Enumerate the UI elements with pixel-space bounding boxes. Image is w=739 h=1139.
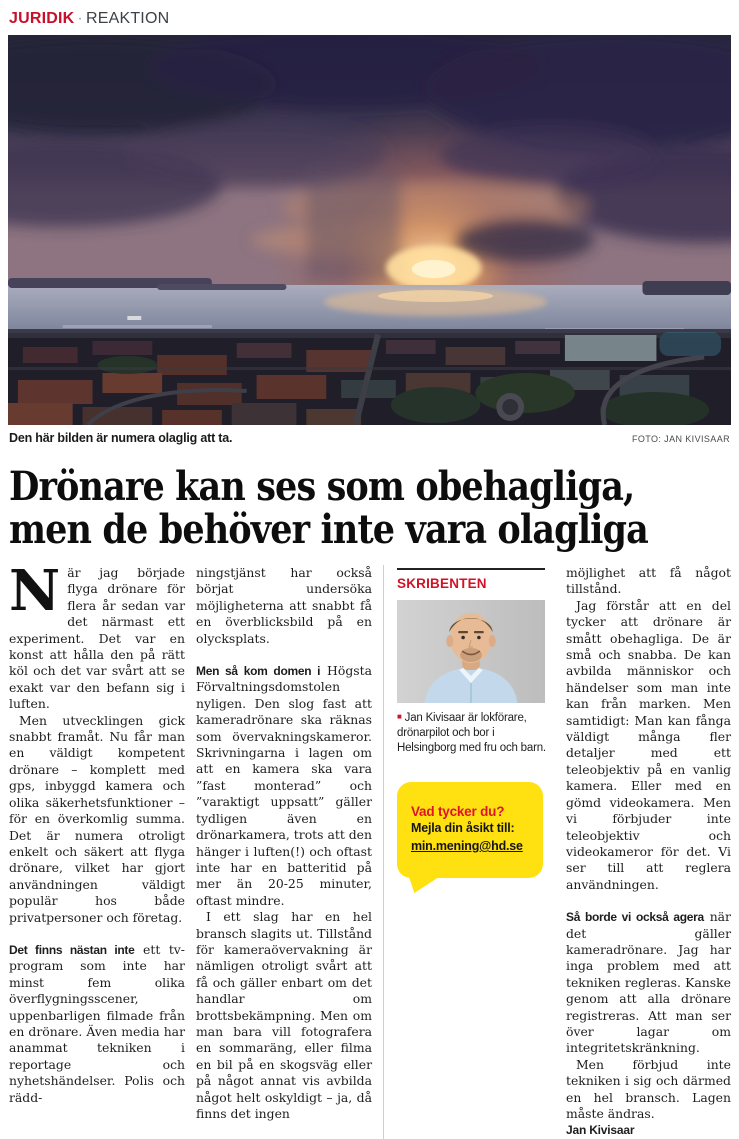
author-signature: Jan Kivisaar (566, 1123, 635, 1138)
section-kicker (9, 10, 731, 28)
headline (9, 465, 731, 551)
hero-photo (8, 35, 731, 425)
author-portrait (397, 600, 545, 703)
headline-line-1: Drönare kan ses som obehagliga, (9, 463, 635, 510)
paragraph: ningstjänst har också börjat undersöka möjligheterna att snabbt få en överblicksbild på en olycksplats. (196, 565, 372, 646)
article-column-1 (9, 558, 185, 1139)
kicker-section-label: JURIDIK (9, 10, 75, 27)
hero-photo-art (8, 35, 731, 425)
kicker-topic-label: REAKTION (85, 10, 170, 27)
author-portrait-art (397, 600, 545, 703)
sidebar-top-rule (397, 568, 545, 570)
paragraph: Jag förstår att en del tycker att drönare är smått obehagliga. De är små och snabba. De kan avbilda människor och händelser som man inte kan från marken. Men samtidigt: Man kan fånga väldigt många fler detaljer med ett teleobjektiv på en vanlig kamera. Eller med en gömd videokamera. Men vi förbjuder inte teleobjektiv och videokameror för det. Vi ser till att reglera användningen. (566, 597, 731, 892)
article-body (8, 558, 731, 1139)
paragraph: När jag började flyga drönare för flera år sedan var det närmast ett experiment. Det var en konst att hålla den på rätt köl och det var svårt att se exakt var den befann sig i luften. (9, 558, 185, 712)
paragraph: I ett slag har en hel bransch slagits ut. Tillstånd för kameraövervakning är nämligen otroligt svårt att få och gäller enbart om det handlar om brottsbekämpning. Men om man bara vill fotografera en sommaräng, eller filma en bil på en skogsväg eller på något annat vis avbilda något helt oskyldigt – ja, då finns det ingen (196, 909, 372, 1121)
paragraph: möjlighet att få något tillstånd. (566, 565, 731, 597)
paragraph: Men förbjud inte tekniken i sig och därmed en hel bransch. Lagen måste ändras. (566, 1056, 731, 1121)
paragraph-lead-in: Så borde vi också agera (566, 910, 704, 925)
hero-caption-row (8, 425, 731, 451)
paragraph: Så borde vi också agera när det gäller kameradrönare. Jag har inga problem med att tekniken regleras. Kanske genom att alla drönare registreras. Att man ser över lagar om integritetskränkning. (566, 909, 731, 1056)
bubble-title: Vad tycker du? (411, 804, 505, 819)
hero-caption: Den här bilden är numera olaglig att ta. (9, 431, 233, 445)
article-column-2 (196, 565, 372, 1139)
red-square-bullet-icon: ■ (397, 712, 402, 721)
article-column-4 (566, 565, 731, 1139)
reader-feedback-bubble (397, 782, 543, 878)
paragraph-lead-in: Men så kom domen i (196, 664, 321, 679)
photo-credit: FOTO: JAN KIVISAAR (631, 434, 730, 444)
headline-line-2: men de behöver inte vara olagliga (9, 506, 648, 553)
paragraph: Det finns nästan inte ett tv-program som inte har minst fem olika överflygningsscener, uppenbarligen filmade från en drönare. Även media har anammat tekniken i reportage och nyhetshändelser. Polis och rädd- (9, 941, 185, 1105)
portrait-caption: ■ Jan Kivisaar är lokförare, drönarpilot och bor i Helsingborg med fru och barn. (397, 712, 546, 754)
paragraph: Men så kom domen i Högsta Förvaltningsdomstolen nyligen. Den slog fast att kameradrönare ska räknas som övervakningskameror. Skrivningarna i lagen om att en kamera ska vara ”fast monterad” och ”varaktigt uppsatt” gäller tydligen även en drönarkamera, trots att den hänger i luften(!) och oftast inte har en batteritid på mer än 20-25 minuter, oftast mindre. (196, 663, 372, 908)
kicker-separator: · (77, 10, 83, 27)
sidebar-heading: SKRIBENTEN (397, 576, 487, 591)
drop-cap: N (9, 558, 61, 624)
paragraph: Men utvecklingen gick snabbt framåt. Nu får man en väldigt kompetent drönare – komplett med gps, inbyggd kamera och olika säkerhetsfunktioner – för en överkomlig summa. Det är numera otroligt enkelt och säkert att flyga drönare, vilket har gjort användningen väldigt populär hos både privatpersoner och företag. (9, 712, 185, 925)
paragraph-lead-in: Det finns nästan inte (9, 942, 135, 957)
bubble-instruction: Mejla din åsikt till: (411, 821, 515, 835)
feedback-email-link[interactable]: min.mening@hd.se (411, 839, 523, 853)
author-sidebar (383, 565, 555, 1139)
